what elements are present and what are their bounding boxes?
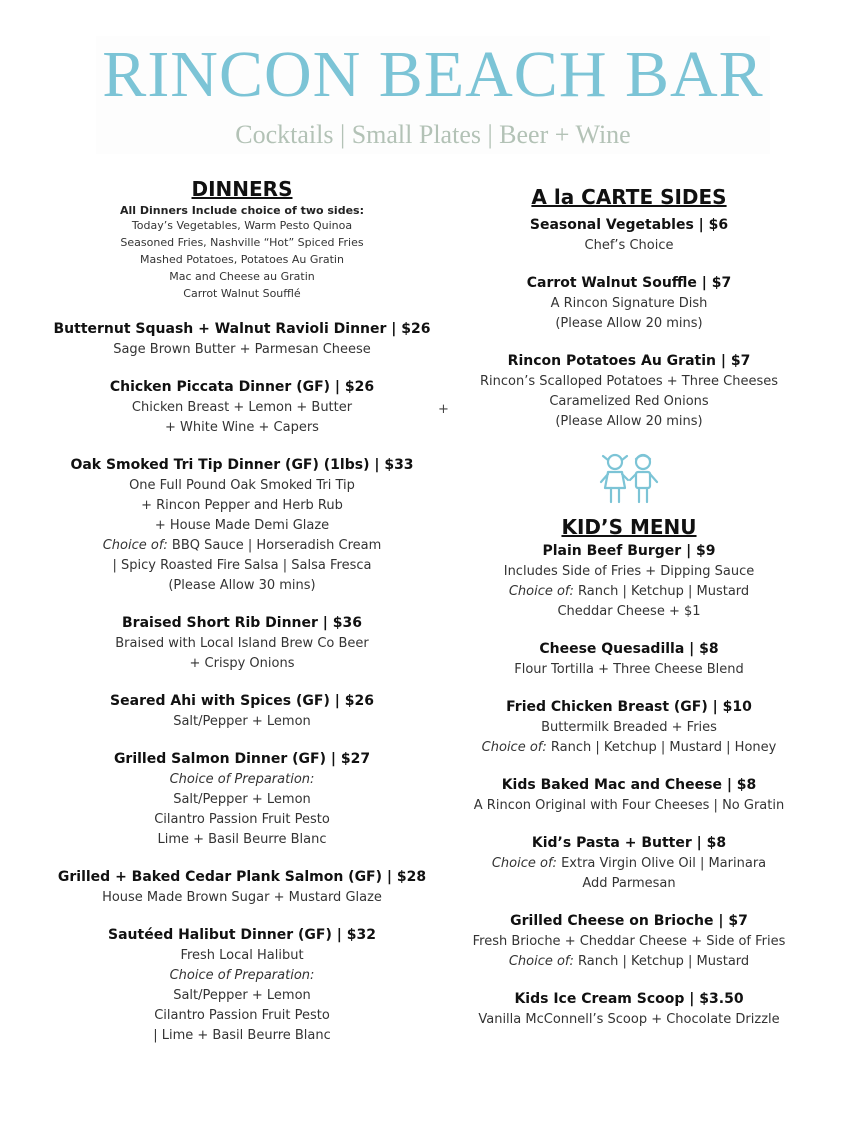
menu-item-title: Grilled Salmon Dinner (GF) | $27	[113, 751, 371, 767]
menu-item-line: Fresh Local Halibut	[180, 948, 304, 963]
menu-item-line: Choice of Preparation:	[169, 968, 315, 983]
menu-item-line: Braised with Local Island Brew Co Beer	[115, 636, 369, 651]
choice-options: Extra Virgin Olive Oil | Marinara	[556, 856, 767, 871]
menu-item	[452, 350, 806, 432]
dinner-items	[40, 318, 444, 1046]
side-option: Carrot Walnut Soufflé	[183, 287, 301, 300]
menu-item-choice	[452, 582, 806, 602]
menu-item-line: A Rincon Original with Four Cheeses | No Gratin	[473, 798, 785, 813]
menu-item-title: Sautéed Halibut Dinner (GF) | $32	[108, 927, 376, 943]
menu-item	[452, 988, 806, 1030]
menu-item-title: Kids Baked Mac and Cheese | $8	[501, 777, 757, 793]
menu-item-line: Salt/Pepper + Lemon	[173, 714, 311, 729]
side-option: Today’s Vegetables, Warm Pesto Quinoa	[131, 219, 353, 232]
choice-options: Ranch | Ketchup | Mustard	[573, 584, 750, 599]
menu-item-title: Rincon Potatoes Au Gratin | $7	[507, 353, 751, 369]
side-option: Mac and Cheese au Gratin	[169, 270, 315, 283]
menu-item-title: Kid’s Pasta + Butter | $8	[531, 835, 727, 851]
choice-options: BBQ Sauce | Horseradish Cream	[167, 538, 382, 553]
menu-item-line: Choice of Preparation:	[169, 772, 315, 787]
menu-item	[40, 866, 444, 908]
menu-item-line: + House Made Demi Glaze	[154, 518, 330, 533]
menu-item-line: (Please Allow 20 mins)	[555, 414, 703, 429]
menu-item-line: Fresh Brioche + Cheddar Cheese + Side of Fries	[472, 934, 786, 949]
menu-item	[40, 690, 444, 732]
menu-item-title: Chicken Piccata Dinner (GF) | $26	[109, 379, 375, 395]
choice-label: Choice of:	[491, 856, 557, 871]
sides-note: All Dinners Include choice of two sides:	[120, 204, 364, 217]
menu-item-choice	[40, 536, 444, 556]
menu-item-line: One Full Pound Oak Smoked Tri Tip	[129, 478, 355, 493]
menu-item-title: Kids Ice Cream Scoop | $3.50	[514, 991, 744, 1007]
menu-item-line: Rincon’s Scalloped Potatoes + Three Cheeses	[479, 374, 779, 389]
menu-item-title: Grilled Cheese on Brioche | $7	[510, 913, 748, 929]
menu-item	[452, 696, 806, 758]
choice-label: Choice of:	[508, 584, 574, 599]
menu-item-title: Butternut Squash + Walnut Ravioli Dinner | $26	[53, 321, 431, 337]
menu-item-title: Fried Chicken Breast (GF) | $10	[506, 699, 752, 715]
kids-icon	[598, 450, 660, 506]
menu-item-line: Flour Tortilla + Three Cheese Blend	[514, 662, 744, 677]
menu-item-line: Buttermilk Breaded + Fries	[541, 720, 717, 735]
menu-item	[452, 774, 806, 816]
menu-item-line: Add Parmesan	[582, 876, 676, 891]
menu-item-title: Grilled + Baked Cedar Plank Salmon (GF) | $28	[57, 869, 427, 885]
menu-item-line: + Crispy Onions	[189, 656, 295, 671]
menu-item-line: Cilantro Passion Fruit Pesto	[154, 1008, 330, 1023]
menu-item-title: Seasonal Vegetables | $6	[529, 217, 729, 233]
menu-item-title: Plain Beef Burger | $9	[542, 543, 716, 559]
column-divider-plus: +	[438, 402, 449, 417]
menu-item-choice	[452, 952, 806, 972]
menu-item-line: A Rincon Signature Dish	[550, 296, 708, 311]
menu-item-line: Vanilla McConnell’s Scoop + Chocolate Drizzle	[478, 1012, 780, 1027]
menu-item-title: Oak Smoked Tri Tip Dinner (GF) (1lbs) | $33	[70, 457, 414, 473]
choice-options: Ranch | Ketchup | Mustard | Honey	[546, 740, 777, 755]
menu-item-line: Cilantro Passion Fruit Pesto	[154, 812, 330, 827]
menu-item-line: + White Wine + Capers	[165, 420, 319, 435]
menu-item	[40, 454, 444, 596]
menu-item	[40, 612, 444, 674]
menu-item-line: (Please Allow 30 mins)	[168, 578, 316, 593]
menu-item-line: Chef’s Choice	[584, 238, 674, 253]
menu-item-line: Caramelized Red Onions	[549, 394, 709, 409]
sides-list	[40, 217, 444, 302]
dinners-title: DINNERS	[191, 177, 293, 201]
menu-item-line: + Rincon Pepper and Herb Rub	[141, 498, 343, 513]
restaurant-name: RINCON BEACH BAR	[102, 38, 764, 111]
choice-label: Choice of:	[481, 740, 547, 755]
menu-item	[40, 748, 444, 850]
menu-item-title: Seared Ahi with Spices (GF) | $26	[110, 693, 374, 709]
menu-item-title: Braised Short Rib Dinner | $36	[122, 615, 362, 631]
menu-item-line: | Spicy Roasted Fire Salsa | Salsa Fresca	[112, 558, 372, 573]
menu-header	[96, 36, 770, 154]
kid-items	[452, 540, 806, 1030]
menu-item-line: Salt/Pepper + Lemon	[173, 792, 311, 807]
menu-item-line: Salt/Pepper + Lemon	[173, 988, 311, 1003]
menu-item	[452, 540, 806, 622]
menu-item-line: (Please Allow 20 mins)	[555, 316, 703, 331]
menu-item	[452, 910, 806, 972]
menu-item-line: Cheddar Cheese + $1	[557, 604, 701, 619]
menu-item-title: Cheese Quesadilla | $8	[539, 641, 719, 657]
side-option: Seasoned Fries, Nashville “Hot” Spiced Fries	[120, 236, 364, 249]
choice-label: Choice of:	[508, 954, 574, 969]
menu-item-line: | Lime + Basil Beurre Blanc	[153, 1028, 331, 1043]
sides-title: A la CARTE SIDES	[531, 185, 727, 209]
menu-item	[40, 924, 444, 1046]
choice-label: Choice of:	[102, 538, 168, 553]
menu-item-line: Lime + Basil Beurre Blanc	[157, 832, 327, 847]
menu-item-line: House Made Brown Sugar + Mustard Glaze	[102, 890, 382, 905]
menu-item	[40, 318, 444, 360]
choice-options: Ranch | Ketchup | Mustard	[573, 954, 750, 969]
menu-item-line: Sage Brown Butter + Parmesan Cheese	[113, 342, 371, 357]
right-column	[452, 184, 806, 1030]
menu-item-choice	[452, 738, 806, 758]
restaurant-tagline: Cocktails | Small Plates | Beer + Wine	[235, 120, 631, 149]
menu-item	[452, 214, 806, 256]
menu-item	[40, 376, 444, 438]
menu-item	[452, 832, 806, 894]
dinners-column	[40, 176, 444, 1046]
menu-item-choice	[452, 854, 806, 874]
menu-item-line: Includes Side of Fries + Dipping Sauce	[503, 564, 755, 579]
side-items	[452, 214, 806, 432]
kids-title: KID’S MENU	[561, 515, 697, 539]
side-option: Mashed Potatoes, Potatoes Au Gratin	[140, 253, 344, 266]
menu-item-line: Chicken Breast + Lemon + Butter	[131, 400, 353, 415]
menu-item-title: Carrot Walnut Souffle | $7	[526, 275, 732, 291]
menu-item	[452, 638, 806, 680]
menu-item	[452, 272, 806, 334]
